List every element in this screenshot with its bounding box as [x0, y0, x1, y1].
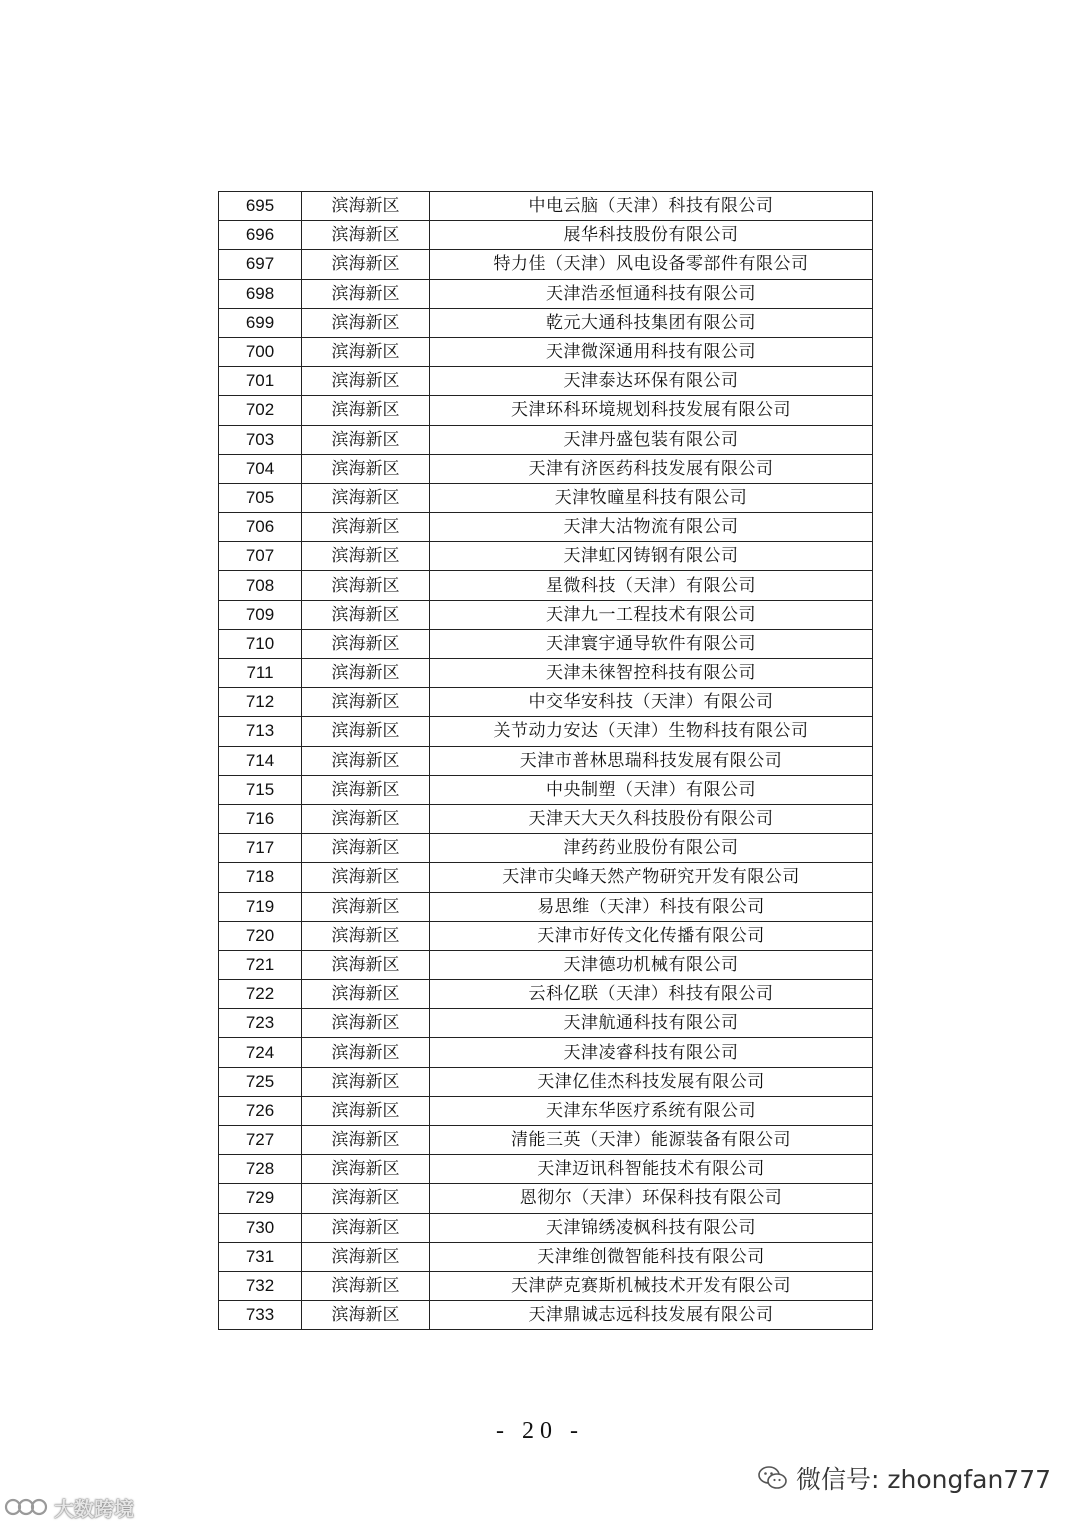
row-number-cell: 695: [219, 192, 302, 221]
district-cell: 滨海新区: [302, 659, 430, 688]
corner-brand-text: 大数跨境: [54, 1496, 134, 1521]
company-name-cell: 天津凌睿科技有限公司: [430, 1038, 873, 1067]
table-row: [219, 834, 873, 863]
row-number-cell: 711: [219, 659, 302, 688]
row-number-cell: 703: [219, 425, 302, 454]
district-cell: 滨海新区: [302, 804, 430, 833]
row-number-cell: 696: [219, 221, 302, 250]
district-cell: 滨海新区: [302, 688, 430, 717]
table-row: [219, 542, 873, 571]
company-name-cell: 展华科技股份有限公司: [430, 221, 873, 250]
row-number-cell: 732: [219, 1271, 302, 1300]
row-number-cell: 727: [219, 1126, 302, 1155]
row-number-cell: 699: [219, 308, 302, 337]
company-name-cell: 清能三英（天津）能源装备有限公司: [430, 1126, 873, 1155]
district-cell: 滨海新区: [302, 308, 430, 337]
table-row: [219, 863, 873, 892]
corner-watermark: [4, 1492, 134, 1522]
row-number-cell: 710: [219, 629, 302, 658]
table-row: [219, 250, 873, 279]
company-name-cell: 天津航通科技有限公司: [430, 1009, 873, 1038]
company-name-cell: 云科亿联（天津）科技有限公司: [430, 980, 873, 1009]
table-row: [219, 367, 873, 396]
table-row: [219, 571, 873, 600]
row-number-cell: 733: [219, 1301, 302, 1330]
district-cell: 滨海新区: [302, 513, 430, 542]
company-name-cell: 天津亿佳杰科技发展有限公司: [430, 1067, 873, 1096]
brand-logo-icon: [4, 1495, 50, 1519]
district-cell: 滨海新区: [302, 571, 430, 600]
company-list-body: [219, 192, 873, 1330]
row-number-cell: 725: [219, 1067, 302, 1096]
table-row: [219, 192, 873, 221]
district-cell: 滨海新区: [302, 1009, 430, 1038]
company-name-cell: 乾元大通科技集团有限公司: [430, 308, 873, 337]
row-number-cell: 708: [219, 571, 302, 600]
company-name-cell: 天津未徕智控科技有限公司: [430, 659, 873, 688]
table-row: [219, 950, 873, 979]
row-number-cell: 697: [219, 250, 302, 279]
company-list-table: [218, 191, 873, 1330]
wechat-watermark: [758, 1458, 1051, 1498]
table-row: [219, 1067, 873, 1096]
row-number-cell: 717: [219, 834, 302, 863]
company-name-cell: 天津天大天久科技股份有限公司: [430, 804, 873, 833]
row-number-cell: 700: [219, 337, 302, 366]
row-number-cell: 701: [219, 367, 302, 396]
district-cell: 滨海新区: [302, 192, 430, 221]
table-row: [219, 659, 873, 688]
district-cell: 滨海新区: [302, 1096, 430, 1125]
row-number-cell: 707: [219, 542, 302, 571]
district-cell: 滨海新区: [302, 425, 430, 454]
row-number-cell: 730: [219, 1213, 302, 1242]
table-row: [219, 600, 873, 629]
table-row: [219, 221, 873, 250]
row-number-cell: 728: [219, 1155, 302, 1184]
table-row: [219, 1126, 873, 1155]
row-number-cell: 726: [219, 1096, 302, 1125]
wechat-logo-icon: [758, 1465, 788, 1491]
district-cell: 滨海新区: [302, 921, 430, 950]
district-cell: 滨海新区: [302, 863, 430, 892]
row-number-cell: 729: [219, 1184, 302, 1213]
page-number: - 20 -: [496, 1418, 584, 1444]
table-row: [219, 717, 873, 746]
district-cell: 滨海新区: [302, 483, 430, 512]
row-number-cell: 704: [219, 454, 302, 483]
district-cell: 滨海新区: [302, 1126, 430, 1155]
table-row: [219, 1184, 873, 1213]
row-number-cell: 713: [219, 717, 302, 746]
table-row: [219, 629, 873, 658]
company-name-cell: 天津牧曈星科技有限公司: [430, 483, 873, 512]
district-cell: 滨海新区: [302, 337, 430, 366]
table-row: [219, 1242, 873, 1271]
district-cell: 滨海新区: [302, 1271, 430, 1300]
district-cell: 滨海新区: [302, 1067, 430, 1096]
company-name-cell: 恩彻尔（天津）环保科技有限公司: [430, 1184, 873, 1213]
row-number-cell: 731: [219, 1242, 302, 1271]
company-name-cell: 天津市普林思瑞科技发展有限公司: [430, 746, 873, 775]
row-number-cell: 722: [219, 980, 302, 1009]
company-name-cell: 天津丹盛包装有限公司: [430, 425, 873, 454]
district-cell: 滨海新区: [302, 367, 430, 396]
row-number-cell: 709: [219, 600, 302, 629]
table-row: [219, 1213, 873, 1242]
company-name-cell: 天津九一工程技术有限公司: [430, 600, 873, 629]
district-cell: 滨海新区: [302, 250, 430, 279]
table-row: [219, 1096, 873, 1125]
row-number-cell: 716: [219, 804, 302, 833]
district-cell: 滨海新区: [302, 396, 430, 425]
district-cell: 滨海新区: [302, 1038, 430, 1067]
company-name-cell: 中电云脑（天津）科技有限公司: [430, 192, 873, 221]
district-cell: 滨海新区: [302, 775, 430, 804]
table-row: [219, 308, 873, 337]
company-name-cell: 天津市好传文化传播有限公司: [430, 921, 873, 950]
company-name-cell: 中交华安科技（天津）有限公司: [430, 688, 873, 717]
district-cell: 滨海新区: [302, 892, 430, 921]
table-row: [219, 483, 873, 512]
company-name-cell: 中央制塑（天津）有限公司: [430, 775, 873, 804]
company-name-cell: 天津市尖峰天然产物研究开发有限公司: [430, 863, 873, 892]
table-row: [219, 1009, 873, 1038]
table-row: [219, 337, 873, 366]
row-number-cell: 698: [219, 279, 302, 308]
table-row: [219, 921, 873, 950]
company-name-cell: 星微科技（天津）有限公司: [430, 571, 873, 600]
table-row: [219, 804, 873, 833]
table-row: [219, 425, 873, 454]
district-cell: 滨海新区: [302, 950, 430, 979]
district-cell: 滨海新区: [302, 542, 430, 571]
table-row: [219, 1301, 873, 1330]
district-cell: 滨海新区: [302, 1155, 430, 1184]
company-name-cell: 津药药业股份有限公司: [430, 834, 873, 863]
row-number-cell: 724: [219, 1038, 302, 1067]
company-name-cell: 天津萨克赛斯机械技术开发有限公司: [430, 1271, 873, 1300]
district-cell: 滨海新区: [302, 1242, 430, 1271]
table-row: [219, 746, 873, 775]
company-name-cell: 天津有济医药科技发展有限公司: [430, 454, 873, 483]
row-number-cell: 718: [219, 863, 302, 892]
company-name-cell: 天津环科环境规划科技发展有限公司: [430, 396, 873, 425]
company-name-cell: 天津浩丞恒通科技有限公司: [430, 279, 873, 308]
table-row: [219, 279, 873, 308]
company-name-cell: 天津迈讯科智能技术有限公司: [430, 1155, 873, 1184]
row-number-cell: 721: [219, 950, 302, 979]
row-number-cell: 719: [219, 892, 302, 921]
row-number-cell: 714: [219, 746, 302, 775]
company-name-cell: 天津泰达环保有限公司: [430, 367, 873, 396]
company-name-cell: 天津锦绣凌枫科技有限公司: [430, 1213, 873, 1242]
district-cell: 滨海新区: [302, 1213, 430, 1242]
table-row: [219, 1271, 873, 1300]
company-name-cell: 天津微深通用科技有限公司: [430, 337, 873, 366]
row-number-cell: 705: [219, 483, 302, 512]
wechat-id-text: 微信号: zhongfan777: [796, 1465, 1052, 1494]
company-name-cell: 关节动力安达（天津）生物科技有限公司: [430, 717, 873, 746]
district-cell: 滨海新区: [302, 629, 430, 658]
row-number-cell: 706: [219, 513, 302, 542]
district-cell: 滨海新区: [302, 980, 430, 1009]
company-name-cell: 特力佳（天津）风电设备零部件有限公司: [430, 250, 873, 279]
table-row: [219, 688, 873, 717]
district-cell: 滨海新区: [302, 834, 430, 863]
table-row: [219, 1038, 873, 1067]
table-row: [219, 454, 873, 483]
company-name-cell: 天津鼎诚志远科技发展有限公司: [430, 1301, 873, 1330]
table-row: [219, 396, 873, 425]
district-cell: 滨海新区: [302, 1184, 430, 1213]
company-name-cell: 易思维（天津）科技有限公司: [430, 892, 873, 921]
district-cell: 滨海新区: [302, 454, 430, 483]
table-row: [219, 980, 873, 1009]
company-name-cell: 天津德功机械有限公司: [430, 950, 873, 979]
row-number-cell: 702: [219, 396, 302, 425]
district-cell: 滨海新区: [302, 221, 430, 250]
district-cell: 滨海新区: [302, 746, 430, 775]
district-cell: 滨海新区: [302, 1301, 430, 1330]
company-name-cell: 天津虹冈铸钢有限公司: [430, 542, 873, 571]
row-number-cell: 715: [219, 775, 302, 804]
table-row: [219, 892, 873, 921]
table-row: [219, 775, 873, 804]
company-name-cell: 天津大沽物流有限公司: [430, 513, 873, 542]
company-name-cell: 天津东华医疗系统有限公司: [430, 1096, 873, 1125]
row-number-cell: 723: [219, 1009, 302, 1038]
district-cell: 滨海新区: [302, 600, 430, 629]
district-cell: 滨海新区: [302, 279, 430, 308]
district-cell: 滨海新区: [302, 717, 430, 746]
table-row: [219, 513, 873, 542]
table-row: [219, 1155, 873, 1184]
company-name-cell: 天津寰宇通导软件有限公司: [430, 629, 873, 658]
company-name-cell: 天津维创微智能科技有限公司: [430, 1242, 873, 1271]
row-number-cell: 720: [219, 921, 302, 950]
row-number-cell: 712: [219, 688, 302, 717]
